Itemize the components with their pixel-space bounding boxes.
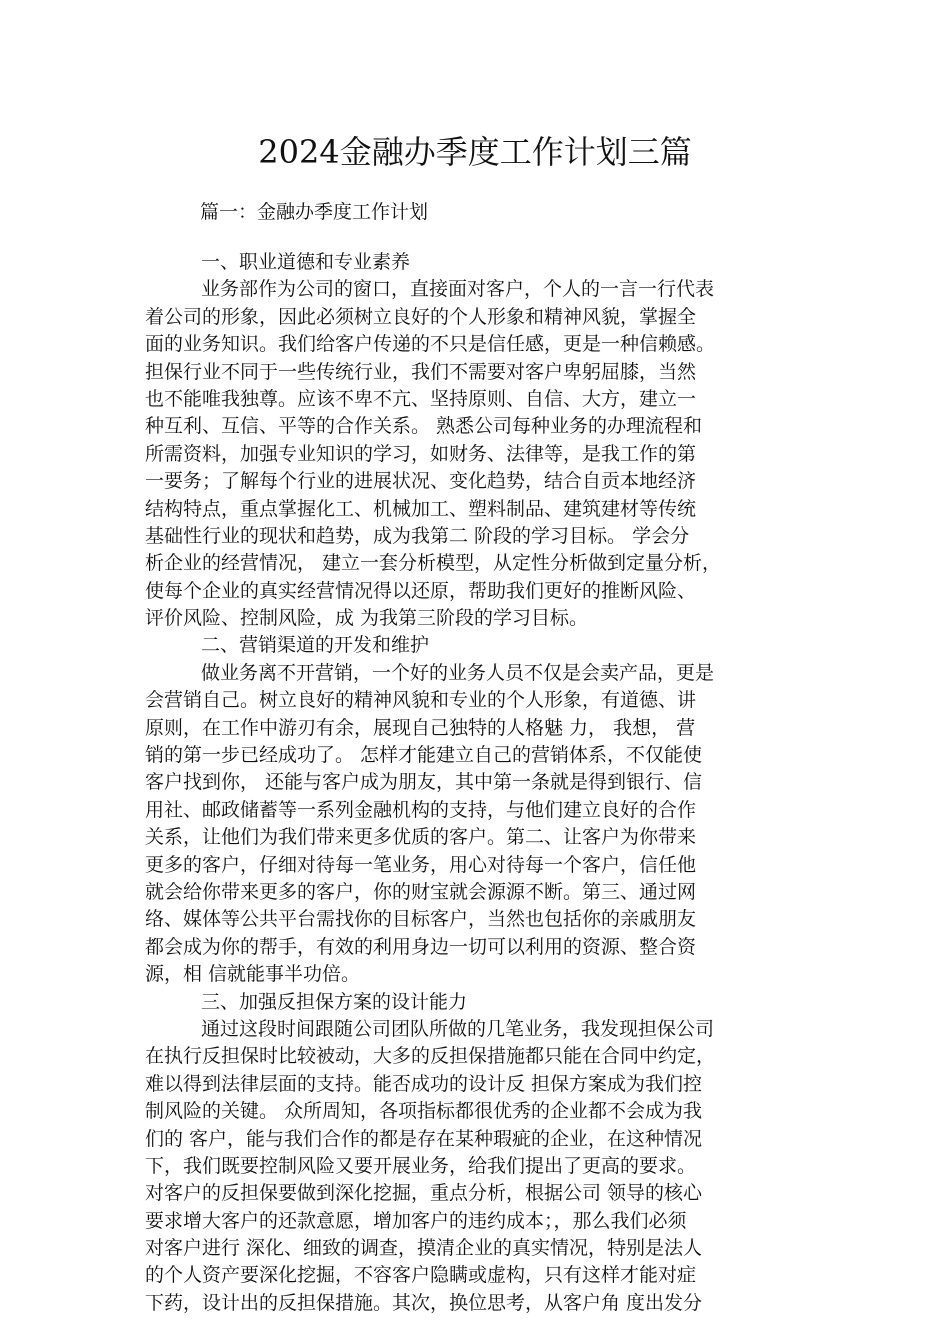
text-line: 面的业务知识。我们给客户传递的不只是信任感，更是一种信赖感。 [145,333,716,356]
text-line: 销的第一步已经成功了。 怎样才能建立自己的营销体系，不仅能使 [145,744,703,767]
text-line: 着公司的形象，因此必须树立良好的个人形象和精神风貌，掌握全 [145,305,697,328]
text-line: 都会成为你的帮手，有效的利用身边一切可以利用的资源、整合资 [145,935,697,958]
text-line: 评价风险、控制风险，成 为我第三阶段的学习目标。 [145,607,589,630]
text-line: 二、营销渠道的开发和维护 [201,634,430,657]
text-line: 使每个企业的真实经营情况得以还原，帮助我们更好的推断风险、 [145,579,697,602]
text-line: 结构特点，重点掌握化工、机械加工、塑料制品、建筑建材等传统 [145,497,697,520]
part-heading: 篇一：金融办季度工作计划 [200,201,429,223]
text-line: 三、加强反担保方案的设计能力 [201,990,468,1013]
text-line: 更多的客户，仔细对待每一笔业务，用心对待每一个客户，信任他 [145,853,697,876]
text-line: 业务部作为公司的窗口，直接面对客户，个人的一言一行代表 [201,278,715,301]
text-line: 也不能唯我独尊。应该不卑不亢、坚持原则、自信、大方，建立一 [145,387,697,410]
text-line: 关系，让他们为我们带来更多优质的客户。第二、让客户为你带来 [145,826,697,849]
text-line: 们的 客户，能与我们合作的都是存在某种瑕疵的企业，在这种情况 [145,1127,703,1150]
text-line: 通过这段时间跟随公司团队所做的几笔业务，我发现担保公司 [201,1017,715,1040]
text-line: 下，我们既要控制风险又要开展业务，给我们提出了更高的要求。 [145,1154,697,1177]
text-line: 难以得到法律层面的支持。能否成功的设计反 担保方案成为我们控 [145,1072,703,1095]
text-line: 用社、邮政储蓄等一系列金融机构的支持，与他们建立良好的合作 [145,798,697,821]
text-line: 析企业的经营情况， 建立一套分析模型，从定性分析做到定量分析， [145,552,722,575]
text-line: 基础性行业的现状和趋势，成为我第二 阶段的学习目标。 学会分 [145,524,690,547]
text-line: 原则，在工作中游刃有余，展现自己独特的人格魅 力， 我想， 营 [145,716,696,739]
text-line: 会营销自己。树立良好的精神风貌和专业的个人形象，有道德、讲 [145,689,697,712]
text-line: 所需资料，加强专业知识的学习，如财务、法律等，是我工作的第 [145,442,697,465]
text-line: 担保行业不同于一些传统行业，我们不需要对客户卑躬屈膝，当然 [145,360,697,383]
text-line: 络、媒体等公共平台需找你的目标客户，当然也包括你的亲戚朋友 [145,908,697,931]
body-text [145,249,809,1317]
text-line: 在执行反担保时比较被动，大多的反担保措施都只能在合同中约定， [145,1045,716,1068]
document-title: 2024金融办季度工作计划三篇 [258,133,692,171]
text-line: 的个人资产要深化挖掘，不容客户隐瞒或虚构，只有这样才能对症 [145,1264,697,1287]
text-line: 要求增大客户的还款意愿，增加客户的违约成本；，那么我们必须 [145,1209,687,1232]
text-line: 一、职业道德和专业素养 [201,251,411,273]
text-line: 客户找到你， 还能与客户成为朋友，其中第一条就是得到银行、信 [145,771,703,794]
text-line: 对客户进行 深化、细致的调查，摸清企业的真实情况，特别是法人 [145,1237,703,1260]
text-line: 种互利、互信、平等的合作关系。 熟悉公司每种业务的办理流程和 [145,415,703,438]
text-line: 源，相 信就能事半功倍。 [145,963,361,986]
text-line: 一要务；了解每个行业的进展状况、变化趋势，结合自贡本地经济 [145,470,697,493]
text-line: 做业务离不开营销，一个好的业务人员不仅是会卖产品，更是 [201,661,715,684]
text-line: 下药，设计出的反担保措施。其次，换位思考，从客户角 度出发分 [145,1291,703,1314]
text-line: 制风险的关键。 众所周知，各项指标都很优秀的企业都不会成为我 [145,1100,703,1123]
text-line: 就会给你带来更多的客户，你的财宝就会源源不断。第三、通过网 [145,880,697,903]
text-line: 对客户的反担保要做到深化挖掘，重点分析，根据公司 领导的核心 [145,1182,703,1205]
